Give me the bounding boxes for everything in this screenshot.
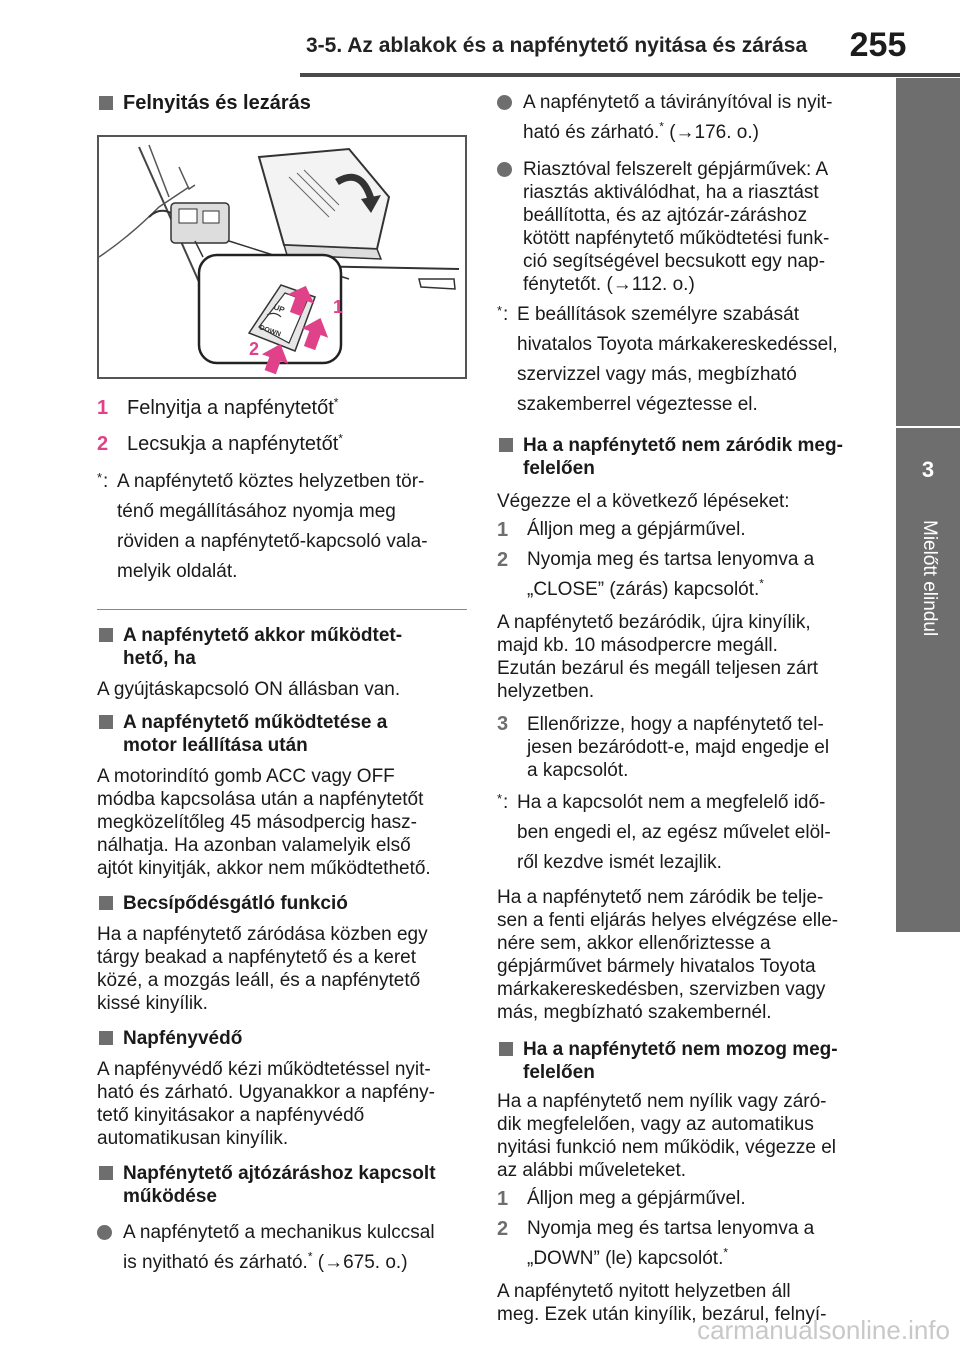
- step-number: 1: [497, 519, 509, 541]
- header-rule: [300, 73, 960, 77]
- down-label: DOWN: [258, 324, 282, 339]
- page-number: 255: [849, 26, 907, 64]
- figure-label-1: 1: [333, 297, 344, 317]
- square-bullet-icon: [499, 1042, 513, 1056]
- step-number: 2: [497, 549, 509, 571]
- figure-label-2: 2: [249, 339, 260, 359]
- list-item: 1 Álljon meg a gépjárművel.: [497, 1188, 746, 1210]
- left-column: [97, 90, 467, 1278]
- step-number: 2: [497, 1218, 509, 1240]
- step-number: 1: [97, 397, 109, 419]
- sunroof-switch-illustration: [97, 135, 467, 379]
- square-bullet-icon: [99, 1031, 113, 1045]
- chapter-number-tab[interactable]: 3: [896, 428, 960, 512]
- up-label: UP: [272, 302, 286, 315]
- step-number: 1: [497, 1188, 509, 1210]
- info-block-sunshade: Napfényvédő A napfényvédő kézi működtetéssel nyit- ható és zárható. Ugyanakkor a napfény- tető kinyitásakor a napfényvédő automatikusan kinyílik.: [97, 1028, 435, 1149]
- list-item: 2 Lecsukja a napfénytetőt*: [97, 431, 343, 455]
- round-bullet-icon: [97, 1225, 112, 1240]
- right-column: [497, 90, 867, 1326]
- side-tab-top: [896, 78, 960, 426]
- round-bullet-icon: [497, 162, 512, 177]
- list-item: 3 Ellenőrizze, hogy a napfénytető tel- jesen bezáródott-e, majd engedje el a kapcsolót.: [497, 713, 830, 781]
- info-block-after-engine-off: A napfénytető működtetése a motor leállítása után A motorindító gomb ACC vagy OFF módba kapcsolása után a napfénytetőt megközelítőleg 45 másodpercig hasz- nálhatja. Ha azonban valamelyik első ajtót kinyitják, akkor nem működtethető.: [97, 712, 431, 879]
- steps-list: [97, 395, 467, 457]
- info-block-not-closing: Ha a napfénytető nem záródik meg- felelően Végezze el a következő lépéseket: 1 Álljon meg a gépjárművel. 2 Nyomja meg és tartsa lenyomva a „CLOSE” (zárás) kapcsolót.* A napfénytető bezáródik, újra kinyílik, majd kb. 10 másodpercre megáll. Ezután bezárul és megáll teljesen zárt helyzetben. 3 Ellenőrizze, hogy a napfénytető tel- jesen bezáródott-e, majd engedje el a kapcsolót. * : Ha a kapcsolót nem a megfelelő idő- ben engedi el, az egész művelet elöl- ről kezdve ismét lezajlik. Ha a napfénytető nem záródik be telje- sen a fenti eljárás helyes elvégzése elle- nére sem, akkor ellenőriztesse a gépjárművet bármely hivatalos Toyota márkakereskedésben, szervizben vagy más, megbízható szakembernél.: [497, 434, 867, 1024]
- chapter-label: Mielőtt elindul: [919, 520, 940, 637]
- list-item: 2 Nyomja meg és tartsa lenyomva a „DOWN” (le) kapcsolót.*: [497, 1214, 867, 1274]
- section-title: 3-5. Az ablakok és a napfénytető nyitása és zárása: [306, 34, 808, 57]
- list-item: 2 Nyomja meg és tartsa lenyomva a „CLOSE” (zárás) kapcsolót.*: [497, 545, 867, 605]
- footnote: * : Ha a kapcsolót nem a megfelelő idő- ben engedi el, az egész művelet elöl- ről kezdve ismét lezajlik.: [497, 791, 831, 873]
- watermark: carmanualsonline.info: [697, 1315, 950, 1345]
- list-item: 1 Álljon meg a gépjárművel.: [497, 519, 746, 541]
- list-item: A napfénytető a távirányítóval is nyit- ható és zárható.* (→176. o.): [497, 88, 867, 148]
- step-number: 3: [497, 713, 509, 735]
- square-bullet-icon: [99, 715, 113, 729]
- divider: [97, 609, 467, 610]
- chapter-label-tab[interactable]: [896, 512, 960, 932]
- square-bullet-icon: [99, 896, 113, 910]
- page-header: [0, 0, 960, 78]
- footnote: * : E beállítások személyre szabását hivatalos Toyota márkakereskedéssel, szervizzel vagy más, megbízható szakemberrel végeztesse el.: [497, 303, 838, 415]
- list-item: Riasztóval felszerelt gépjárművek: A riasztás aktiválódhat, ha a riasztást beállította, és az ajtózár-záráshoz kötött napfénytető működtetési funk- ció segítségével becsukott egy nap- fénytetőt. (→112. o.): [497, 158, 867, 296]
- illustration-svg: [99, 137, 465, 377]
- footnote: * : A napfénytető köztes helyzetben tör- ténő megállításához nyomja meg röviden a napfénytető-kapcsoló vala- melyik oldalát.: [97, 470, 428, 582]
- step-number: 2: [97, 433, 109, 455]
- square-bullet-icon: [99, 96, 113, 110]
- square-bullet-icon: [499, 438, 513, 452]
- info-block-not-moving: Ha a napfénytető nem mozog meg- felelően Ha a napfénytető nem nyílik vagy záró- dik megfelelően, vagy az automatikus nyitási funkció nem működik, végezze el az alábbi műveleteket. 1 Álljon meg a gépjárművel. 2 Nyomja meg és tartsa lenyomva a „DOWN” (le) kapcsolót.* A napfénytető nyitott helyzetben áll meg. Ezek után kinyílik, bezárul, felnyí-: [497, 1038, 867, 1326]
- square-bullet-icon: [99, 1166, 113, 1180]
- info-block-anti-pinch: Becsípődésgátló funkció Ha a napfénytető záródása közben egy tárgy beakad a napfénytető és a keret közé, a mozgás leáll, és a napfénytető kissé kinyílik.: [97, 893, 428, 1014]
- list-item: 1 Felnyitja a napfénytetőt*: [97, 395, 339, 419]
- list-item: A napfénytető a mechanikus kulccsal is nyitható és zárható.* (→675. o.): [97, 1218, 467, 1278]
- square-bullet-icon: [99, 628, 113, 642]
- info-block-conditions: A napfénytető akkor működtet- hető, ha A gyújtáskapcsoló ON állásban van.: [97, 625, 403, 700]
- info-block-door-lock: Napfénytető ajtózáráshoz kapcsolt működése A napfénytető a mechanikus kulccsal is nyitható és zárható.* (→675. o.): [97, 1162, 467, 1278]
- round-bullet-icon: [497, 95, 512, 110]
- section-heading: Felnyitás és lezárás: [97, 92, 467, 115]
